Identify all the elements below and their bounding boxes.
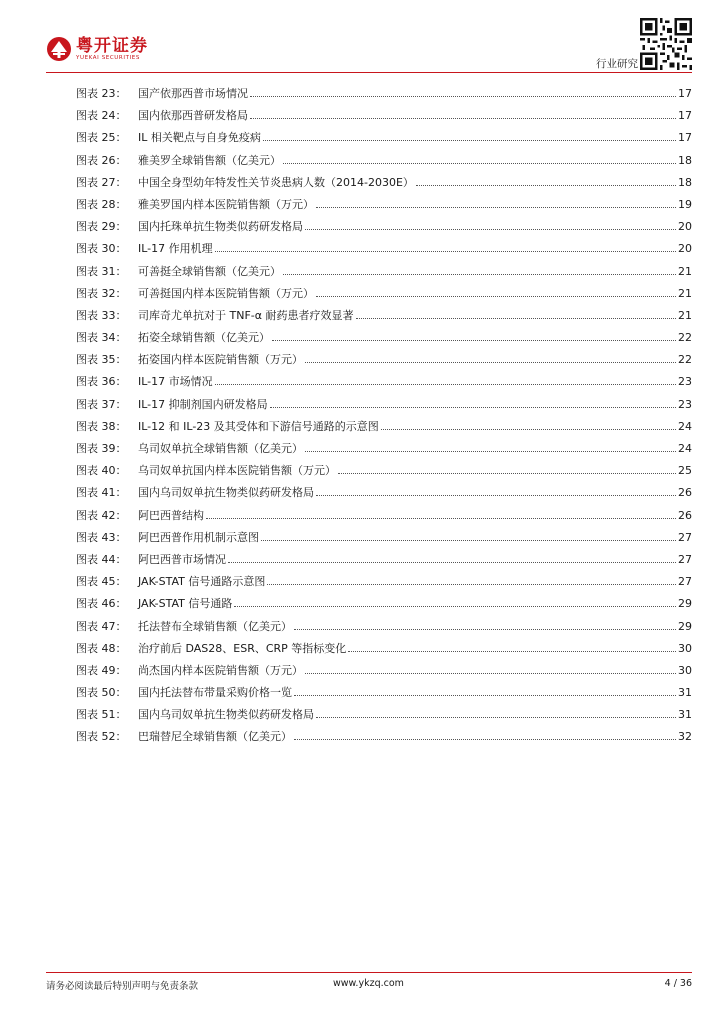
toc-entry-label: 图表 23： bbox=[76, 87, 127, 100]
toc-entry-page: 20 bbox=[678, 242, 692, 256]
toc-entry-page: 31 bbox=[678, 686, 692, 700]
toc-leader-dots bbox=[381, 429, 676, 430]
toc-entry[interactable] bbox=[76, 596, 692, 618]
toc-entry-page: 19 bbox=[678, 197, 692, 211]
toc-leader-dots bbox=[215, 251, 676, 252]
toc-entry-title: 国产依那西普市场情况 bbox=[138, 87, 248, 100]
toc-entry[interactable] bbox=[76, 352, 692, 374]
toc-leader-dots bbox=[267, 584, 676, 585]
toc-entry-title: 国内乌司奴单抗生物类似药研发格局 bbox=[138, 708, 314, 722]
toc-entry-label: 图表 38： bbox=[76, 419, 127, 433]
toc-entry[interactable] bbox=[76, 641, 692, 663]
toc-entry-title: IL-12 和 IL-23 及其受体和下游信号通路的示意图 bbox=[138, 419, 379, 433]
toc-entry-label: 图表 49： bbox=[76, 663, 127, 677]
toc-leader-dots bbox=[294, 695, 676, 696]
toc-entry[interactable] bbox=[76, 463, 692, 485]
toc-entry-page: 26 bbox=[678, 486, 692, 500]
toc-entry[interactable] bbox=[76, 241, 692, 263]
footer-page-indicator: 4 / 36 bbox=[664, 978, 692, 989]
toc-leader-dots bbox=[316, 717, 676, 718]
toc-entry-title: 国内乌司奴单抗生物类似药研发格局 bbox=[138, 486, 314, 500]
toc-entry-title: 阿巴西普结构 bbox=[138, 508, 204, 522]
toc-entry-label: 图表 27： bbox=[76, 175, 127, 189]
toc-entry-label: 图表 29： bbox=[76, 220, 127, 234]
toc-entry-page: 17 bbox=[678, 87, 692, 100]
toc-entry-label: 图表 43： bbox=[76, 530, 127, 544]
toc-entry[interactable] bbox=[76, 374, 692, 396]
toc-leader-dots bbox=[283, 163, 676, 164]
toc-entry[interactable] bbox=[76, 485, 692, 507]
toc-entry-label: 图表 48： bbox=[76, 641, 127, 655]
toc-entry[interactable] bbox=[76, 685, 692, 707]
toc-leader-dots bbox=[338, 473, 676, 474]
toc-leader-dots bbox=[305, 362, 676, 363]
toc-entry-title: IL-17 抑制剂国内研发格局 bbox=[138, 397, 268, 411]
toc-entry[interactable] bbox=[76, 619, 692, 641]
toc-entry-page: 32 bbox=[678, 730, 692, 744]
toc-entry-title: JAK-STAT 信号通路示意图 bbox=[138, 575, 266, 589]
toc-entry-page: 29 bbox=[678, 619, 692, 633]
brand-name-en: YUEKAI SECURITIES bbox=[76, 54, 140, 61]
toc-leader-dots bbox=[250, 96, 676, 97]
toc-entry-label: 图表 34： bbox=[76, 331, 127, 345]
toc-entry-label: 图表 42： bbox=[76, 508, 127, 522]
toc-leader-dots bbox=[261, 540, 676, 541]
toc-entry[interactable] bbox=[76, 308, 692, 330]
toc-leader-dots bbox=[272, 340, 676, 341]
toc-entry-title: IL-17 市场情况 bbox=[138, 375, 213, 389]
toc-entry-title: 可善挺全球销售额（亿美元） bbox=[138, 264, 281, 278]
toc-entry-label: 图表 44： bbox=[76, 552, 127, 566]
toc-entry[interactable] bbox=[76, 130, 692, 152]
toc-entry-title: 国内托珠单抗生物类似药研发格局 bbox=[138, 220, 303, 234]
toc-entry[interactable] bbox=[76, 663, 692, 685]
toc-entry[interactable] bbox=[76, 86, 692, 108]
toc-entry-page: 21 bbox=[678, 308, 692, 322]
header-divider bbox=[46, 72, 692, 73]
toc-entry[interactable] bbox=[76, 552, 692, 574]
toc-entry-label: 图表 51： bbox=[76, 708, 127, 722]
toc-leader-dots bbox=[305, 451, 676, 452]
toc-entry-page: 27 bbox=[678, 530, 692, 544]
toc-entry[interactable] bbox=[76, 330, 692, 352]
toc-leader-dots bbox=[348, 651, 676, 652]
toc-leader-dots bbox=[294, 629, 676, 630]
toc-leader-dots bbox=[294, 739, 676, 740]
toc-entry[interactable] bbox=[76, 574, 692, 596]
footer-website-link[interactable]: www.ykzq.com bbox=[333, 978, 404, 989]
toc-leader-dots bbox=[316, 296, 676, 297]
toc-entry-page: 22 bbox=[678, 331, 692, 345]
toc-entry-page: 26 bbox=[678, 508, 692, 522]
toc-entry-label: 图表 50： bbox=[76, 686, 127, 700]
toc-entry[interactable] bbox=[76, 197, 692, 219]
toc-entry-title: 司库奇尤单抗对于 TNF-α 耐药患者疗效显著 bbox=[138, 308, 354, 322]
toc-entry[interactable] bbox=[76, 264, 692, 286]
toc-entry-page: 25 bbox=[678, 464, 692, 478]
toc-entry-label: 图表 31： bbox=[76, 264, 127, 278]
toc-entry-title: IL 相关靶点与自身免疫病 bbox=[138, 131, 261, 145]
toc-entry-page: 23 bbox=[678, 397, 692, 411]
toc-entry-title: 乌司奴单抗国内样本医院销售额（万元） bbox=[138, 464, 336, 478]
toc-entry-title: JAK-STAT 信号通路 bbox=[138, 597, 233, 611]
toc-entry-label: 图表 28： bbox=[76, 197, 127, 211]
toc-entry[interactable] bbox=[76, 153, 692, 175]
toc-entry-page: 30 bbox=[678, 641, 692, 655]
brand-logo bbox=[46, 36, 148, 62]
toc-entry-title: 国内托法替布带量采购价格一览 bbox=[138, 686, 292, 700]
footer-disclaimer: 请务必阅读最后特别声明与免责条款 bbox=[46, 981, 199, 992]
toc-leader-dots bbox=[250, 118, 676, 119]
toc-entry-label: 图表 30： bbox=[76, 242, 127, 256]
toc-entry-page: 27 bbox=[678, 575, 692, 589]
toc-entry-label: 图表 33： bbox=[76, 308, 127, 322]
toc-entry-title: 尚杰国内样本医院销售额（万元） bbox=[138, 663, 303, 677]
toc-entry-label: 图表 52： bbox=[76, 730, 127, 744]
toc-entry[interactable] bbox=[76, 175, 692, 197]
toc-entry-page: 20 bbox=[678, 220, 692, 234]
toc-entry-label: 图表 47： bbox=[76, 619, 127, 633]
toc-entry[interactable] bbox=[76, 441, 692, 463]
toc-entry[interactable] bbox=[76, 286, 692, 308]
toc-entry-title: 雅美罗全球销售额（亿美元） bbox=[138, 153, 281, 167]
toc-leader-dots bbox=[234, 606, 676, 607]
brand-name-cn: 粤开证券 bbox=[76, 35, 148, 56]
toc-leader-dots bbox=[283, 274, 676, 275]
toc-entry-title: 治疗前后 DAS28、ESR、CRP 等指标变化 bbox=[138, 641, 347, 655]
toc-entry-title: 拓姿全球销售额（亿美元） bbox=[138, 331, 270, 345]
toc-entry-page: 29 bbox=[678, 597, 692, 611]
toc-entry[interactable] bbox=[76, 219, 692, 241]
toc-entry-title: 阿巴西普市场情况 bbox=[138, 552, 226, 566]
toc-leader-dots bbox=[215, 384, 676, 385]
brand-logo-icon bbox=[46, 36, 72, 62]
toc-entry-label: 图表 39： bbox=[76, 442, 127, 455]
toc-entry-label: 图表 32： bbox=[76, 286, 127, 300]
toc-entry-page: 22 bbox=[678, 353, 692, 367]
toc-entry-label: 图表 35： bbox=[76, 353, 127, 367]
toc-entry-label: 图表 40： bbox=[76, 464, 127, 478]
toc-entry-label: 图表 41： bbox=[76, 486, 127, 500]
toc-entry-title: 可善挺国内样本医院销售额（万元） bbox=[138, 286, 314, 300]
toc-leader-dots bbox=[270, 407, 676, 408]
toc-entry-label: 图表 46： bbox=[76, 597, 127, 611]
toc-entry-title: IL-17 作用机理 bbox=[138, 242, 213, 256]
toc-leader-dots bbox=[228, 562, 676, 563]
toc-entry-label: 图表 25： bbox=[76, 131, 127, 145]
toc-entry-page: 18 bbox=[678, 153, 692, 167]
toc-leader-dots bbox=[263, 140, 676, 141]
toc-leader-dots bbox=[206, 518, 676, 519]
toc-entry-title: 阿巴西普作用机制示意图 bbox=[138, 530, 259, 544]
toc-entry-page: 31 bbox=[678, 708, 692, 722]
toc-entry-title: 拓姿国内样本医院销售额（万元） bbox=[138, 353, 303, 367]
toc-entry[interactable] bbox=[76, 530, 692, 552]
toc-entry-title: 国内依那西普研发格局 bbox=[138, 109, 248, 123]
toc-entry[interactable] bbox=[76, 419, 692, 441]
toc-leader-dots bbox=[316, 495, 676, 496]
toc-entry-label: 图表 45： bbox=[76, 575, 127, 589]
qr-code-icon bbox=[640, 18, 692, 70]
toc-entry-page: 18 bbox=[678, 175, 692, 189]
document-type: 行业研究 bbox=[596, 58, 638, 70]
toc-leader-dots bbox=[416, 185, 676, 186]
toc-entry-page: 21 bbox=[678, 264, 692, 278]
toc-entry-title: 乌司奴单抗全球销售额（亿美元） bbox=[138, 442, 303, 455]
toc-entry-title: 雅美罗国内样本医院销售额（万元） bbox=[138, 197, 314, 211]
toc-leader-dots bbox=[316, 207, 676, 208]
footer-divider bbox=[46, 972, 692, 973]
toc-entry-label: 图表 37： bbox=[76, 397, 127, 411]
toc-leader-dots bbox=[305, 673, 676, 674]
toc-entry-title: 中国全身型幼年特发性关节炎患病人数（2014-2030E） bbox=[138, 175, 414, 189]
toc-entry[interactable] bbox=[76, 729, 692, 751]
toc-entry[interactable] bbox=[76, 508, 692, 530]
toc-entry-page: 24 bbox=[678, 419, 692, 433]
toc-entry-page: 17 bbox=[678, 131, 692, 145]
toc-leader-dots bbox=[356, 318, 677, 319]
toc-entry[interactable] bbox=[76, 707, 692, 729]
toc-leader-dots bbox=[305, 229, 676, 230]
toc-entry[interactable] bbox=[76, 397, 692, 419]
toc-entry-label: 图表 36： bbox=[76, 375, 127, 389]
page-header bbox=[0, 0, 724, 80]
toc-entry-label: 图表 26： bbox=[76, 153, 127, 167]
toc-entry-page: 30 bbox=[678, 663, 692, 677]
toc-entry-title: 托法替布全球销售额（亿美元） bbox=[138, 619, 292, 633]
toc-entry-page: 21 bbox=[678, 286, 692, 300]
toc-entry-page: 24 bbox=[678, 442, 692, 455]
figure-index bbox=[76, 86, 692, 752]
toc-entry-page: 17 bbox=[678, 109, 692, 123]
toc-entry-page: 23 bbox=[678, 375, 692, 389]
toc-entry-title: 巴瑞替尼全球销售额（亿美元） bbox=[138, 730, 292, 744]
toc-entry-page: 27 bbox=[678, 552, 692, 566]
toc-entry-label: 图表 24： bbox=[76, 109, 127, 123]
toc-entry[interactable] bbox=[76, 108, 692, 130]
